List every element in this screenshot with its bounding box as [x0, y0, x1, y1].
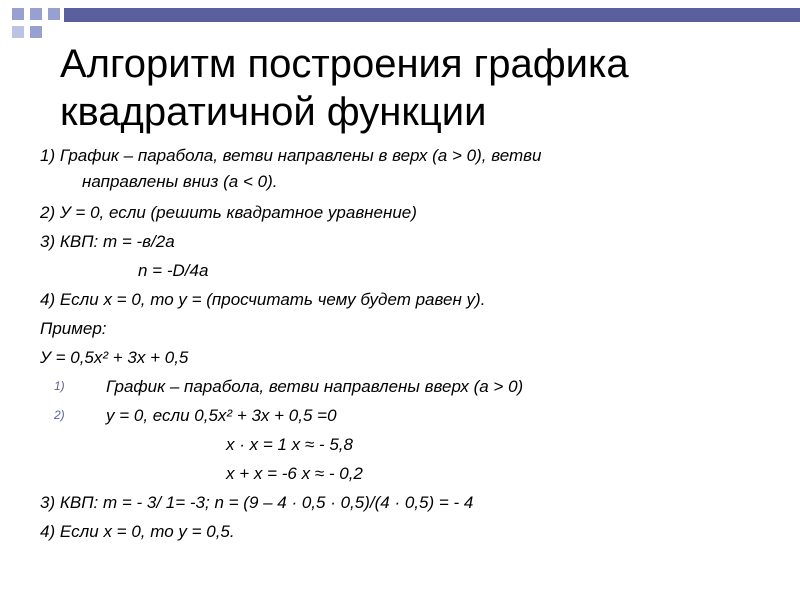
decorative-square	[30, 8, 42, 20]
title-line-1: Алгоритм построения графика	[60, 42, 629, 86]
roots-line-1: х · х = 1 х ≈ - 5,8	[226, 435, 353, 454]
step-1	[40, 143, 780, 195]
step-4-example: 4) Если х = 0, то у = 0,5.	[40, 522, 235, 541]
decorative-square	[30, 26, 42, 38]
title-line-2: квадратичной функции	[60, 90, 487, 134]
list-marker: 1)	[54, 379, 65, 393]
decorative-square	[48, 8, 60, 20]
roots-line-2: х + х = -6 х ≈ - 0,2	[226, 464, 363, 483]
slide-content	[40, 143, 780, 546]
step-1-line-2: направлены вниз (а < 0).	[82, 172, 278, 191]
step-2: 2) У = 0, если (решить квадратное уравнение)	[40, 203, 417, 222]
slide-title	[60, 40, 780, 136]
list-item	[40, 372, 780, 401]
step-3-n: n = -D/4a	[138, 261, 209, 280]
list-marker: 2)	[54, 408, 65, 422]
decorative-square	[12, 26, 24, 38]
step-3-example: 3) КВП: m = - 3/ 1= -3; n = (9 – 4 · 0,5 · 0,5)/(4 · 0,5) = - 4	[40, 493, 474, 512]
decorative-square	[12, 8, 24, 20]
step-3-m: 3) КВП: m = -в/2а	[40, 232, 175, 251]
example-label: Пример:	[40, 319, 107, 338]
list-item	[40, 401, 780, 430]
header-bar	[64, 8, 800, 22]
list-item-text: График – парабола, ветви направлены вверх (а > 0)	[106, 377, 524, 396]
example-function: У = 0,5х² + 3х + 0,5	[40, 348, 189, 367]
step-1-line-1: 1) График – парабола, ветви направлены в верх (а > 0), ветви	[40, 146, 542, 165]
list-item-text: у = 0, если 0,5х² + 3х + 0,5 =0	[106, 406, 337, 425]
step-4: 4) Если х = 0, то у = (просчитать чему будет равен у).	[40, 290, 486, 309]
